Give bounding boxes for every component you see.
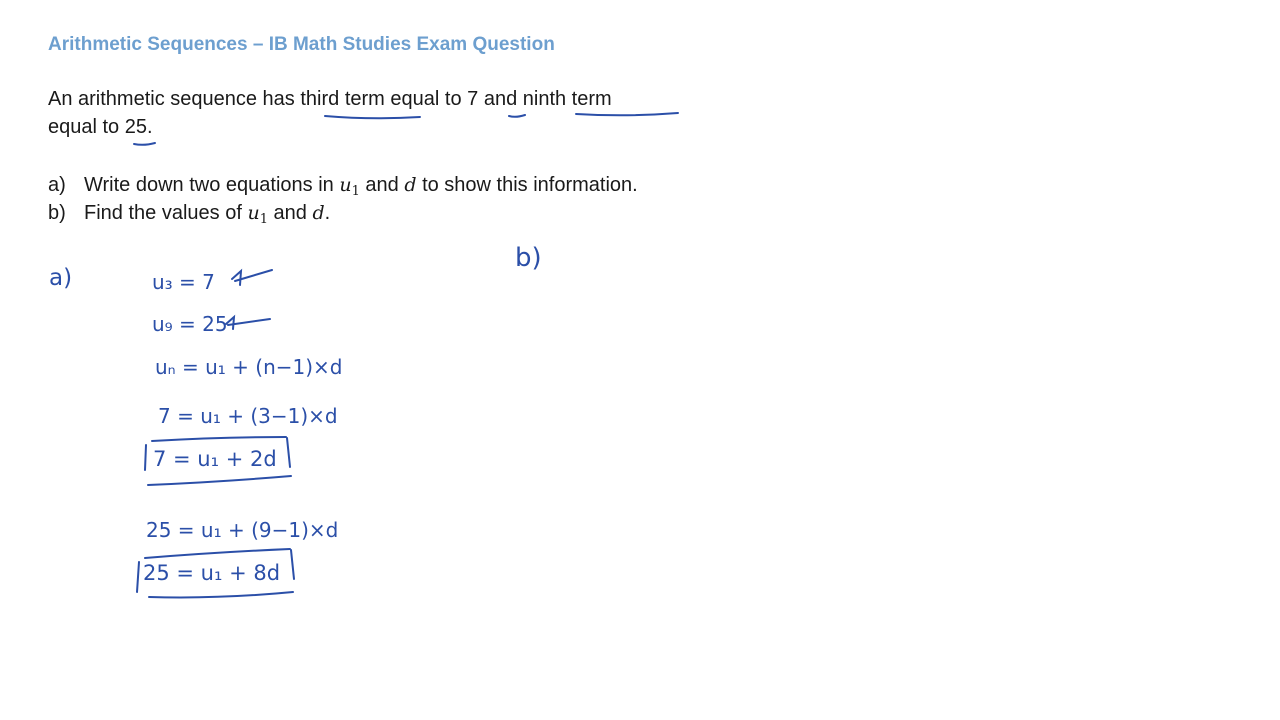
answer-box-1-left xyxy=(145,445,146,470)
handwritten-line-7: 25 = u₁ + 8d xyxy=(143,561,281,585)
handwritten-label-b: b) xyxy=(515,243,542,273)
math-variable-d: d xyxy=(312,202,325,224)
answer-box-1-top xyxy=(152,437,286,441)
value-7-text: 7 xyxy=(467,88,479,110)
page-title: Arithmetic Sequences – IB Math Studies Exam Question xyxy=(48,34,555,55)
underline-7 xyxy=(509,115,525,117)
arrow-line-2 xyxy=(226,317,270,329)
math-variable-u: u xyxy=(339,174,352,196)
math-subscript: 1 xyxy=(259,212,268,227)
answer-box-2-left xyxy=(137,562,139,592)
answer-box-2-right xyxy=(291,550,294,579)
handwritten-line-6: 25 = u₁ + (9−1)×d xyxy=(146,518,339,542)
problem-text: and xyxy=(478,88,523,110)
question-text: Find the values of xyxy=(84,202,248,224)
math-subscript: 1 xyxy=(351,184,360,199)
problem-text: equal to xyxy=(48,116,125,138)
handwritten-line-5: 7 = u₁ + 2d xyxy=(153,447,277,471)
problem-text: An arithmetic sequence has xyxy=(48,88,301,110)
handwritten-line-1: u₃ = 7 xyxy=(152,270,215,294)
question-text: Write down two equations in xyxy=(84,174,340,196)
question-b-letter: b) xyxy=(48,202,66,224)
math-variable-d: d xyxy=(404,174,417,196)
underline-25 xyxy=(134,143,155,145)
third-term-text: third term xyxy=(300,88,385,110)
math-variable-u: u xyxy=(247,202,260,224)
handwritten-line-4: 7 = u₁ + (3−1)×d xyxy=(158,404,338,428)
ninth-term-text: ninth term xyxy=(522,88,612,110)
handwritten-line-2: u₉ = 25 xyxy=(152,312,228,336)
answer-box-1-right xyxy=(287,438,290,467)
question-text: to show this information. xyxy=(416,174,638,196)
question-text: and xyxy=(359,174,405,196)
answer-box-2-underline xyxy=(149,592,293,597)
underline-ninth-term xyxy=(576,113,678,115)
question-text: . xyxy=(324,202,331,224)
arrow-line-1 xyxy=(232,270,272,285)
answer-box-1-underline xyxy=(148,476,291,485)
underline-third-term xyxy=(325,116,420,118)
question-a-letter: a) xyxy=(48,174,66,196)
answer-box-2-top xyxy=(145,549,290,558)
handwritten-line-3: uₙ = u₁ + (n−1)×d xyxy=(155,355,343,379)
value-25-text: 25 xyxy=(124,116,147,138)
handwritten-label-a: a) xyxy=(49,265,73,291)
problem-text: . xyxy=(146,116,153,138)
question-text: and xyxy=(267,202,313,224)
problem-text: equal to xyxy=(384,88,468,110)
